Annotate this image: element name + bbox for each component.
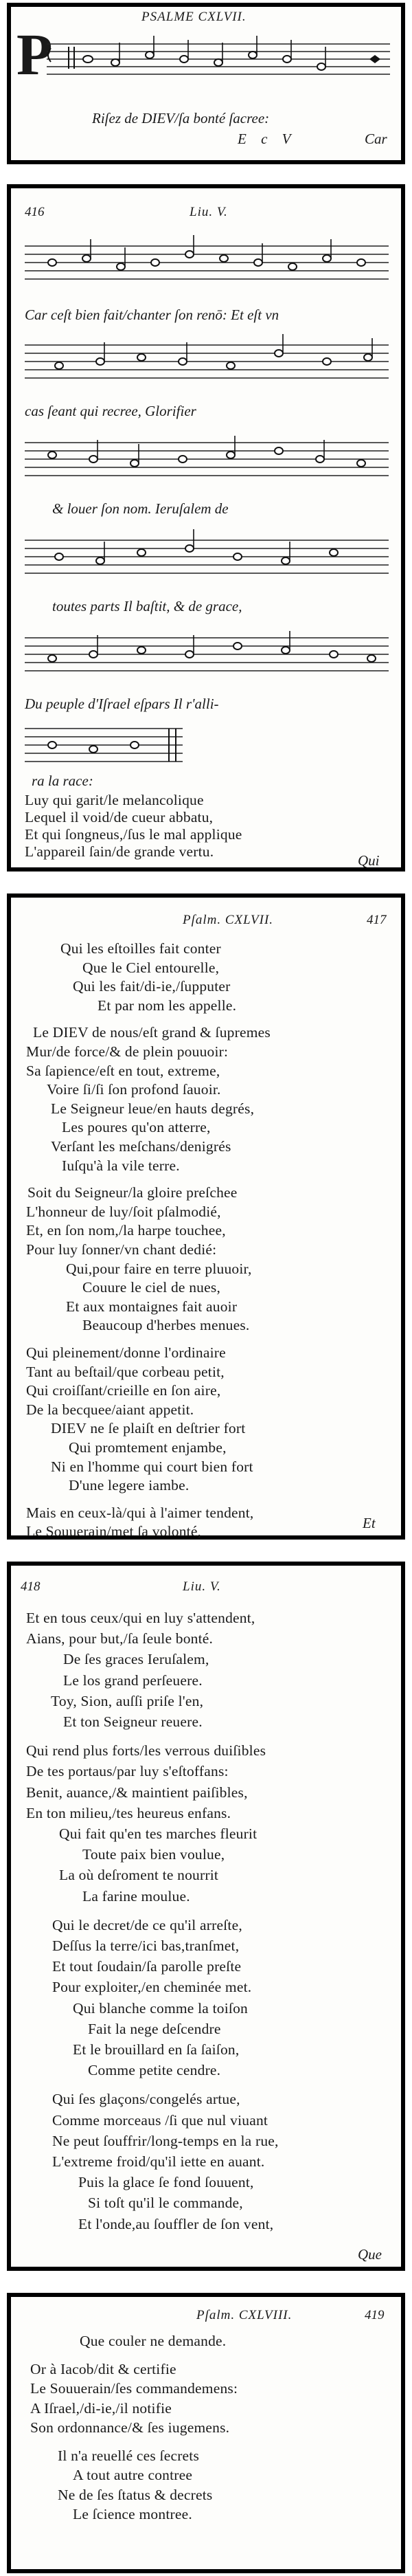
- verse-line: Le Seigneur leue/en hauts degrés,: [51, 1100, 255, 1117]
- verse-line: Aians, pour but,/ſa ſeule bonté.: [26, 1630, 214, 1647]
- verse-line: Toute paix bien voulue,: [82, 1846, 225, 1863]
- verse-line: Soit du Seigneur/la gloire preſchee: [27, 1184, 238, 1201]
- running-head: Pſalm. CXLVIII.: [196, 2308, 293, 2322]
- verse-line: Et qui ſongneus,/ſus le mal applique: [25, 826, 242, 843]
- verse-line: Sa ſapience/eſt en tout, extreme,: [26, 1062, 220, 1079]
- verse-line: Beaucoup d'herbes menues.: [82, 1317, 250, 1334]
- page-panel-3: [7, 893, 405, 1540]
- verse-line: La où deſroment te nourrit: [59, 1867, 219, 1884]
- verse-line: Et ton Seigneur reuere.: [63, 1713, 203, 1730]
- music-staff: [25, 536, 389, 577]
- lyric-line: cas ſeant qui recree, Glorifier: [25, 403, 196, 419]
- verse-line: Et tout ſoudain/ſa parolle preſte: [52, 1958, 242, 1975]
- verse-line: Toy, Sion, auſſi priſe l'en,: [51, 1692, 204, 1709]
- verse-line: D'une legere iambe.: [69, 1477, 190, 1494]
- verse-line: Couure le ciel de nues,: [82, 1279, 221, 1296]
- verse-line: A Iſrael,/di-ie,/il notifie: [30, 2399, 172, 2417]
- page-panel-1: [7, 3, 405, 164]
- lyric-line: Riſez de DIEV/ſa bonté ſacree:: [92, 110, 270, 126]
- verse-line: Qui,pour faire en terre pluuoir,: [66, 1260, 252, 1277]
- running-head: Pſalm. CXLVII.: [183, 913, 274, 927]
- page-number: 416: [25, 205, 45, 219]
- psalm-header: PSALME CXLVII.: [141, 10, 247, 24]
- music-staff: [25, 724, 183, 766]
- verse-line: De ſes graces Ieruſalem,: [63, 1651, 209, 1668]
- verse-line: Qui les fait/di-ie,/ſupputer: [73, 978, 231, 995]
- verse-line: Fait la nege deſcendre: [88, 2020, 221, 2037]
- verse-line: Et aux montaignes fait auoir: [66, 1298, 238, 1315]
- verse-line: Pour exploiter,/en cheminée met.: [52, 1979, 252, 1996]
- verse-line: Qui blanche comme la toiſon: [73, 1999, 248, 2017]
- page-panel-4: [7, 1562, 405, 2271]
- verse-line: Si toſt qu'il le commande,: [88, 2195, 243, 2212]
- music-staff: [47, 40, 390, 78]
- catchword: Que: [358, 2246, 382, 2263]
- verse-line: Pour luy ſonner/vn chant dedié:: [26, 1241, 217, 1258]
- lyric-line: Car ceſt bien fait/chanter ſon renō: Et eſt vn: [25, 307, 279, 323]
- verse-line: La farine moulue.: [82, 1887, 190, 1905]
- verse-line: Que couler ne demande.: [80, 2333, 227, 2349]
- music-staff: [25, 242, 389, 283]
- verse-line: Ne de ſes ſtatus & decrets: [58, 2486, 213, 2503]
- catchword: Et: [363, 1515, 376, 1531]
- catchword: Qui: [358, 852, 380, 869]
- verse-line: Lequel il void/de cueur abbatu,: [25, 809, 214, 825]
- page-panel-5: [7, 2293, 405, 2573]
- verse-line: Qui promtement enjambe,: [69, 1439, 227, 1456]
- verse-line: Qui les eſtoilles fait conter: [60, 940, 221, 957]
- verse-line: Ne peut ſouffrir/long-temps en la rue,: [52, 2132, 279, 2149]
- verse-line: Qui croiſſant/crieille en ſon aire,: [26, 1382, 221, 1399]
- verse-line: Le DIEV de nous/eſt grand & ſupremes: [33, 1024, 271, 1041]
- page-panel-2: [7, 184, 405, 871]
- verse-line: Comme morceaus /ſi que nul viuant: [52, 2111, 268, 2129]
- verse-line: Le ſcience montree.: [73, 2506, 192, 2522]
- verse-line: Que le Ciel entourelle,: [82, 959, 220, 976]
- verse-line: A tout autre contree: [73, 2467, 193, 2483]
- verse-line: De la becquee/aiant appetit.: [26, 1401, 194, 1418]
- verse-line: Et le brouillard en ſa ſaiſon,: [73, 2041, 240, 2058]
- verse-line: Le los grand perſeuere.: [63, 1672, 203, 1689]
- verse-line: Qui rend plus forts/les verrous duiſibles: [26, 1742, 266, 1759]
- verse-line: Et en tous ceux/qui en luy s'attendent,: [26, 1610, 255, 1626]
- verse-line: Or à Iacob/dit & certifie: [30, 2360, 176, 2377]
- verse-line: Qui le decret/de ce qu'il arreſte,: [52, 1916, 242, 1933]
- page-number: 418: [21, 1579, 41, 1594]
- lyric-line: Du peuple d'Iſrael eſpars Il r'alli-: [25, 696, 219, 712]
- verse-line: Le Souuerain/ſes commandemens:: [30, 2380, 238, 2397]
- running-head: Liu. V.: [183, 1579, 221, 1594]
- verse-line: Les poures qu'on atterre,: [62, 1119, 211, 1136]
- verse-line: DIEV ne ſe plaiſt en deſtrier fort: [51, 1420, 246, 1437]
- verse-line: Le Souuerain/met ſa volonté,: [26, 1523, 202, 1540]
- lyric-line: ra la race:: [32, 773, 93, 789]
- music-staff: [25, 438, 389, 480]
- verse-line: L'appareil ſain/de grande vertu.: [25, 843, 214, 860]
- verse-line: De tes portaus/par luy s'eſtoffans:: [26, 1763, 229, 1780]
- verse-line: Et l'onde,au ſouffler de ſon vent,: [78, 2215, 274, 2232]
- verse-line: Verſant les meſchans/denigrés: [51, 1138, 231, 1155]
- running-head: Liu. V.: [190, 205, 228, 219]
- drop-cap-initial: P: [16, 21, 53, 87]
- verse-line: Ni en l'homme qui court bien fort: [51, 1458, 253, 1475]
- verse-line: Et, en ſon nom,/la harpe touchee,: [26, 1222, 226, 1239]
- verse-line: En ton milieu,/tes heureus enfans.: [26, 1804, 231, 1821]
- verse-line: Qui pleinement/donne l'ordinaire: [26, 1344, 226, 1361]
- verse-line: Luy qui garit/le melancolique: [25, 792, 204, 808]
- verse-line: Mais en ceux-là/qui à l'aimer tendent,: [26, 1504, 254, 1521]
- music-staff: [25, 341, 389, 382]
- lyric-line: & louer ſon nom. Ieruſalem de: [52, 500, 229, 517]
- verse-line: Tant au beſtail/que corbeau petit,: [26, 1363, 225, 1380]
- catchword: Car: [365, 131, 387, 147]
- verse-line: Qui fait qu'en tes marches fleurit: [59, 1825, 258, 1842]
- verse-line: L'honneur de luy/ſoit pſalmodié,: [26, 1203, 221, 1220]
- verse-line: Voire ſi/ſi ſon profond ſauoir.: [47, 1081, 221, 1098]
- verse-line: Son ordonnance/& ſes iugemens.: [30, 2419, 230, 2436]
- lyric-line: E c V: [238, 131, 297, 147]
- verse-line: Mur/de force/& de plein pouuoir:: [26, 1043, 229, 1060]
- verse-line: Iuſqu'à la vile terre.: [62, 1157, 180, 1174]
- verse-line: Deſſus la terre/ici bas,tranſmet,: [52, 1937, 240, 1954]
- verse-line: Benit, auance,/& maintient paiſibles,: [26, 1784, 248, 1801]
- verse-line: Comme petite cendre.: [88, 2062, 221, 2079]
- page-number: 417: [367, 913, 387, 927]
- verse-line: Puis la glace ſe fond ſouuent,: [78, 2174, 254, 2191]
- verse-line: Il n'a reuellé ces ſecrets: [58, 2447, 200, 2464]
- music-staff: [25, 634, 389, 675]
- verse-line: Qui ſes glaçons/congelés artue,: [52, 2091, 240, 2108]
- verse-line: L'extreme froid/qu'il iette en auant.: [52, 2153, 265, 2170]
- page-number: 419: [365, 2308, 385, 2322]
- verse-line: Et par nom les appelle.: [98, 997, 237, 1014]
- lyric-line: toutes parts Il baſtit, & de grace,: [52, 598, 242, 614]
